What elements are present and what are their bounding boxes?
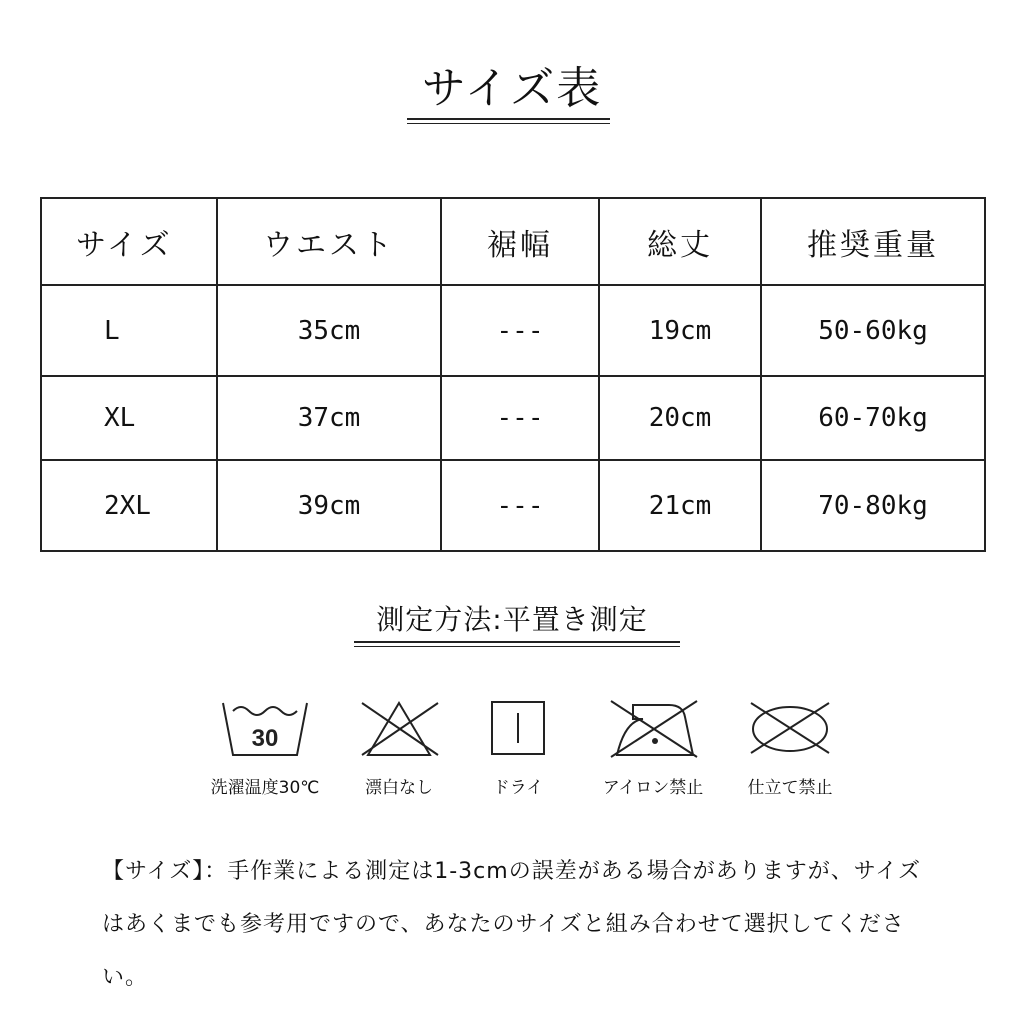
cell-waist: 39cm	[217, 460, 441, 551]
cell-waist: 37cm	[217, 376, 441, 460]
care-symbols	[0, 697, 1024, 807]
page-title: サイズ表	[421, 63, 603, 114]
cell-size: 2XL	[41, 460, 217, 551]
no-dry-clean-icon	[745, 697, 835, 759]
care-label-bleach: 漂白なし	[365, 778, 433, 798]
care-item-dry-clean	[735, 697, 845, 798]
cell-weight: 50-60kg	[761, 285, 985, 376]
header-length: 総丈	[599, 198, 761, 285]
header-waist: ウエスト	[217, 198, 441, 285]
tumble-dry-icon	[487, 697, 549, 759]
cell-hem-width: ---	[441, 285, 599, 376]
size-table	[40, 197, 986, 552]
table-row	[41, 285, 985, 376]
title-block	[0, 52, 1024, 116]
care-item-bleach	[349, 697, 449, 798]
cell-hem-width: ---	[441, 460, 599, 551]
measurement-method: 測定方法:平置き測定	[376, 603, 648, 636]
cell-size: L	[41, 285, 217, 376]
size-note: 【サイズ】：手作業による測定は1-3cmの誤差がある場合がありますが、サイズはあくまでも参考用ですので、あなたのサイズと組み合わせて選択してください。	[102, 859, 921, 990]
table-row	[41, 376, 985, 460]
care-item-wash	[205, 697, 325, 798]
cell-length: 19cm	[599, 285, 761, 376]
method-underline	[354, 641, 680, 647]
cell-size: XL	[41, 376, 217, 460]
care-label-iron: アイロン禁止	[602, 778, 704, 798]
cell-hem-width: ---	[441, 376, 599, 460]
title-underline	[407, 118, 610, 124]
cell-weight: 70-80kg	[761, 460, 985, 551]
wash-30-icon	[215, 697, 315, 759]
care-label-dry-clean: 仕立て禁止	[747, 778, 833, 798]
care-label-dry: ドライ	[492, 778, 544, 798]
header-hem-width: 裾幅	[441, 198, 599, 285]
table-row	[41, 460, 985, 551]
cell-length: 21cm	[599, 460, 761, 551]
no-bleach-icon	[354, 697, 444, 759]
cell-weight: 60-70kg	[761, 376, 985, 460]
wash-temp-value: 30	[251, 725, 279, 752]
no-iron-icon	[603, 697, 703, 759]
care-item-iron	[588, 697, 718, 798]
method-block	[0, 598, 1024, 638]
care-item-dry	[478, 697, 558, 798]
header-weight: 推奨重量	[761, 198, 985, 285]
care-label-wash: 洗濯温度30℃	[210, 778, 320, 798]
cell-length: 20cm	[599, 376, 761, 460]
table-header-row	[41, 198, 985, 285]
header-size: サイズ	[41, 198, 217, 285]
cell-waist: 35cm	[217, 285, 441, 376]
